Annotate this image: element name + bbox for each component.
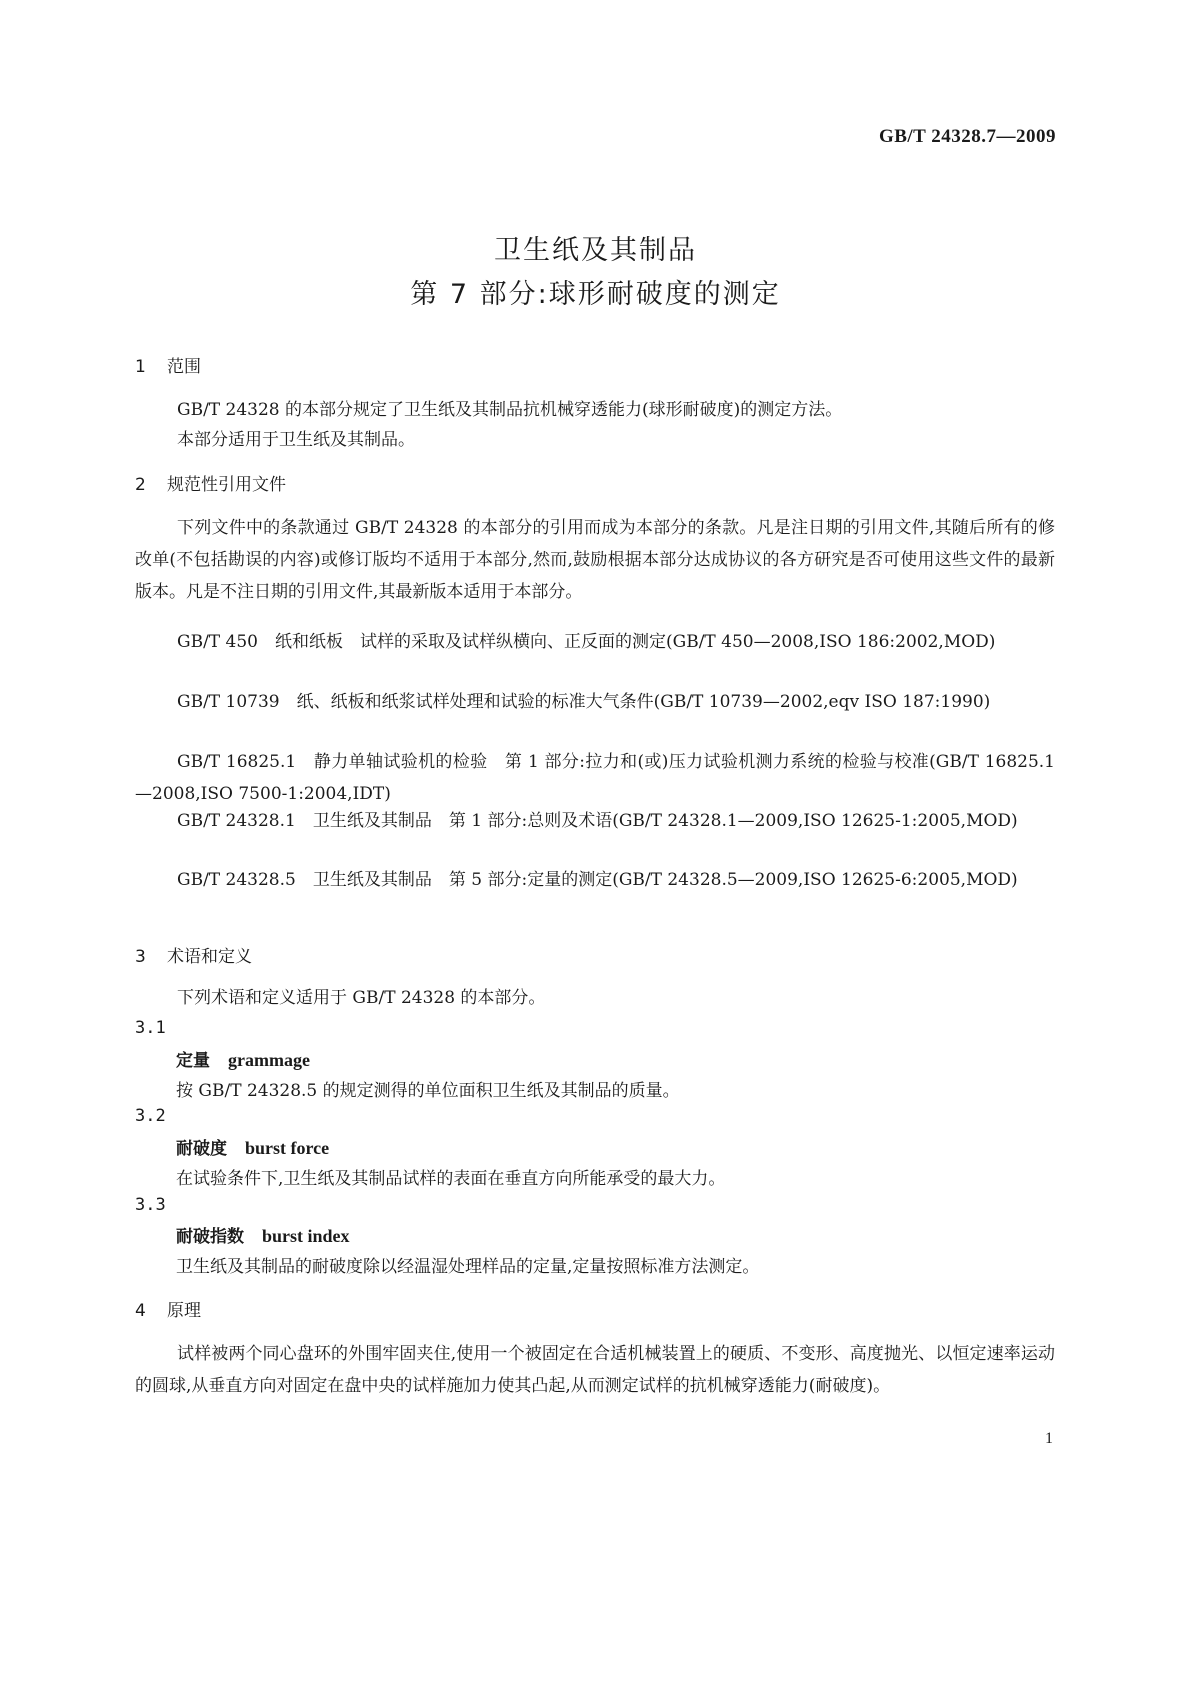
section-1-heading (135, 352, 201, 377)
title-line-1: 卫生纸及其制品 (494, 235, 697, 266)
term-zh: 耐破度 (176, 1139, 227, 1159)
term-en: burst force (245, 1138, 330, 1158)
section-number: 3 (135, 947, 146, 967)
section-number: 4 (135, 1301, 146, 1321)
section-title: 术语和定义 (167, 947, 252, 967)
reference-item: GB/T 450 纸和纸板 试样的采取及试样纵横向、正反面的测定(GB/T 450—2008,ISO 186:2002,MOD) (177, 632, 996, 652)
term-definition: 在试验条件下,卫生纸及其制品试样的表面在垂直方向所能承受的最大力。 (176, 1169, 726, 1189)
section-4-paragraph: 试样被两个同心盘环的外围牢固夹住,使用一个被固定在合适机械装置上的硬质、不变形、高度抛光、以恒定速率运动的圆球,从垂直方向对固定在盘中央的试样施加力使其凸起,从而测定试样的抗机械穿透能力(耐破度)。 (135, 1344, 1055, 1396)
term-heading (176, 1222, 350, 1247)
section-title: 规范性引用文件 (167, 475, 286, 495)
reference-item: GB/T 10739 纸、纸板和纸浆试样处理和试验的标准大气条件(GB/T 10739—2002,eqv ISO 187:1990) (177, 692, 991, 712)
section-2-intro: 下列文件中的条款通过 GB/T 24328 的本部分的引用而成为本部分的条款。凡是注日期的引用文件,其随后所有的修改单(不包括勘误的内容)或修订版均不适用于本部分,然而,鼓励根据本部分达成协议的各方研究是否可使用这些文件的最新版本。凡是不注日期的引用文件,其最新版本适用于本部分。 (135, 518, 1055, 602)
term-number: 3.1 (135, 1018, 166, 1038)
section-3-intro: 下列术语和定义适用于 GB/T 24328 的本部分。 (177, 988, 546, 1008)
section-3-heading (135, 942, 252, 967)
term-zh: 耐破指数 (176, 1227, 244, 1247)
standard-code: GB/T 24328.7—2009 (878, 126, 1056, 147)
term-en: burst index (262, 1226, 350, 1246)
reference-item: GB/T 16825.1 静力单轴试验机的检验 第 1 部分:拉力和(或)压力试验机测力系统的检验与校准(GB/T 16825.1—2008,ISO 7500-1:2004,IDT) (135, 752, 1055, 804)
reference-item: GB/T 24328.1 卫生纸及其制品 第 1 部分:总则及术语(GB/T 24328.1—2009,ISO 12625-1:2005,MOD) (177, 811, 1018, 831)
title-line-2: 第 7 部分:球形耐破度的测定 (410, 279, 781, 310)
term-definition: 卫生纸及其制品的耐破度除以经温湿处理样品的定量,定量按照标准方法测定。 (176, 1257, 760, 1277)
term-zh: 定量 (176, 1051, 210, 1071)
term-heading (176, 1134, 329, 1159)
term-number: 3.2 (135, 1106, 166, 1126)
page-number: 1 (1045, 1430, 1053, 1447)
term-heading (176, 1046, 310, 1071)
section-2-heading (135, 470, 286, 495)
section-1-paragraph-2: 本部分适用于卫生纸及其制品。 (177, 430, 415, 450)
section-title: 原理 (167, 1301, 201, 1321)
section-number: 2 (135, 475, 146, 495)
section-number: 1 (135, 357, 146, 377)
section-4-heading (135, 1296, 201, 1321)
reference-item: GB/T 24328.5 卫生纸及其制品 第 5 部分:定量的测定(GB/T 24328.5—2009,ISO 12625-6:2005,MOD) (177, 870, 1018, 890)
section-title: 范围 (167, 357, 201, 377)
section-1-paragraph-1: GB/T 24328 的本部分规定了卫生纸及其制品抗机械穿透能力(球形耐破度)的测定方法。 (177, 400, 843, 420)
term-number: 3.3 (135, 1195, 166, 1215)
term-definition: 按 GB/T 24328.5 的规定测得的单位面积卫生纸及其制品的质量。 (176, 1081, 680, 1101)
term-en: grammage (228, 1050, 310, 1070)
